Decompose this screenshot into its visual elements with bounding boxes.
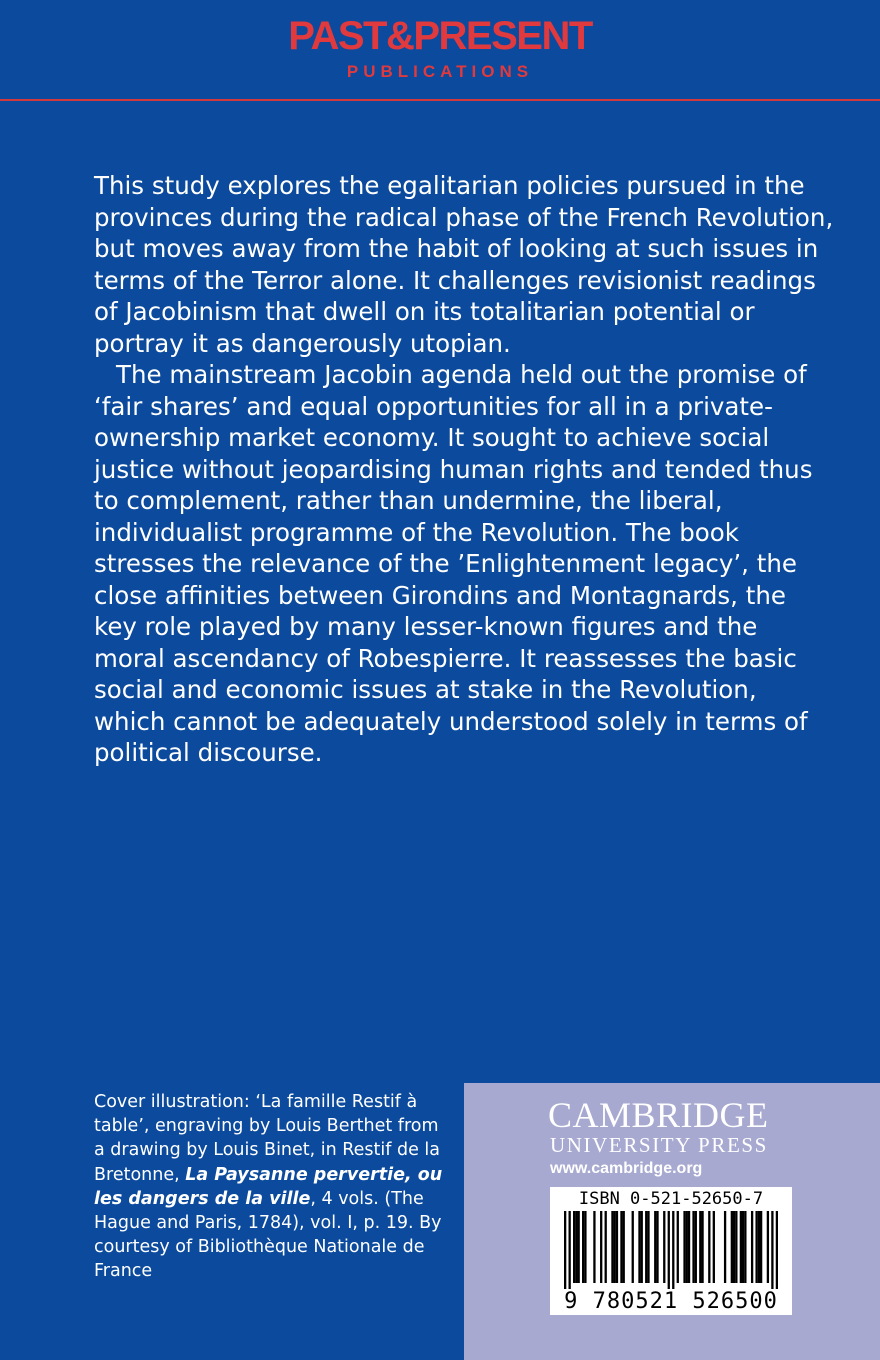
barcode-bar [632, 1211, 634, 1283]
barcode-bar [733, 1211, 735, 1283]
barcode-bar [686, 1211, 688, 1283]
barcode-bar [683, 1211, 685, 1283]
series-logo [0, 0, 880, 100]
barcode-bar [573, 1211, 575, 1283]
isbn-barcode [550, 1187, 792, 1315]
isbn-text: ISBN 0-521-52650-7 [578, 1189, 764, 1209]
barcode-bar [645, 1211, 647, 1283]
barcode-bar [600, 1211, 602, 1283]
barcode-bar [663, 1211, 665, 1283]
barcode-bar [713, 1211, 715, 1283]
publisher-url: www.cambridge.org [550, 1160, 703, 1177]
barcode-bar [758, 1211, 760, 1283]
barcode-bar [751, 1211, 753, 1283]
barcode-bar [677, 1211, 679, 1283]
cover-credit-prefix: Cover illustration: ‘La famille Restif à table’, engraving by Louis Berthet from a drawing by Louis Binet, in Restif de la Bretonne, [94, 1092, 441, 1185]
barcode-bar [623, 1211, 625, 1283]
blurb-paragraph-1: This study explores the egalitarian policies pursued in the provinces during the radical phase of the French Revolution, but moves away from the habit of looking at such issues in terms of the Terror alone. It challenges revisionist readings of Jacobinism that dwell on its totalitarian potential or portray it as dangerously utopian. [94, 171, 834, 358]
barcode-bar [605, 1211, 607, 1283]
barcode-bar [731, 1211, 733, 1283]
barcode-bar [755, 1211, 757, 1283]
barcode-bar [724, 1211, 726, 1283]
barcode-bar [776, 1211, 778, 1289]
barcode-bar [688, 1211, 690, 1283]
barcode-bar [735, 1211, 737, 1283]
barcode-bar [699, 1211, 701, 1283]
cover-credit-suffix: , 4 vols. (The Hague and Paris, 1784), vol. I, p. 19. By courtesy of Bibliothèque Nationale de France [94, 1188, 442, 1282]
barcode-bar [584, 1211, 586, 1283]
barcode-bar [620, 1211, 622, 1283]
barcode-bar [614, 1211, 616, 1283]
barcode-bar [767, 1211, 769, 1283]
barcode-bars-icon [564, 1211, 778, 1289]
ean-digits: 9 780521 526500 [564, 1289, 778, 1314]
barcode-bar [695, 1211, 697, 1283]
barcode-bar [656, 1211, 658, 1283]
publisher-panel [464, 1083, 880, 1360]
barcode-bar [740, 1211, 742, 1283]
barcode-bar [575, 1211, 577, 1283]
barcode-bar [744, 1211, 746, 1283]
barcode-bar [578, 1211, 580, 1283]
publisher-name: CAMBRIDGE [548, 1095, 769, 1135]
barcode-bar [742, 1211, 744, 1283]
barcode-bar [668, 1211, 670, 1289]
barcode-bar [708, 1211, 710, 1283]
barcode-bar [611, 1211, 613, 1283]
barcode-bar [582, 1211, 584, 1283]
barcode-bar [672, 1211, 674, 1289]
barcode-bar [647, 1211, 649, 1283]
cover-credit [94, 1090, 454, 1284]
barcode-bar [654, 1211, 656, 1283]
header-divider [0, 99, 880, 101]
series-logo-title: PAST&PRESENT [288, 14, 592, 58]
barcode-bar [638, 1211, 640, 1283]
barcode-bar [564, 1211, 566, 1289]
barcode-bar [616, 1211, 618, 1283]
series-logo-subtitle: PUBLICATIONS [346, 62, 534, 81]
blurb-paragraph-2: The mainstream Jacobin agenda held out the promise of ‘fair shares’ and equal opportunities for all in a private-ownership market economy. It sought to achieve social justice without jeopardising human rights and tended thus to complement, rather than undermine, the liberal, individualist programme of the Revolution. The book stresses the relevance of the ’Enlightenment legacy’, the close affinities between Girondins and Montagnards, the key role played by many lesser-known figures and the moral ascendancy of Robespierre. It reassesses the basic social and economic issues at stake in the Revolution, which cannot be adequately understood solely in terms of political discourse. [94, 360, 813, 767]
barcode-bar [692, 1211, 694, 1283]
publisher-subtitle: UNIVERSITY PRESS [550, 1133, 768, 1157]
cover-credit-work-title: La Paysanne pervertie, ou les dangers de la ville [94, 1164, 443, 1209]
book-blurb [94, 170, 834, 769]
barcode-bar [641, 1211, 643, 1283]
barcode-bar [701, 1211, 703, 1283]
barcode-bar [771, 1211, 773, 1289]
barcode-bar [569, 1211, 571, 1289]
barcode-bar [593, 1211, 595, 1283]
barcode-bar [760, 1211, 762, 1283]
